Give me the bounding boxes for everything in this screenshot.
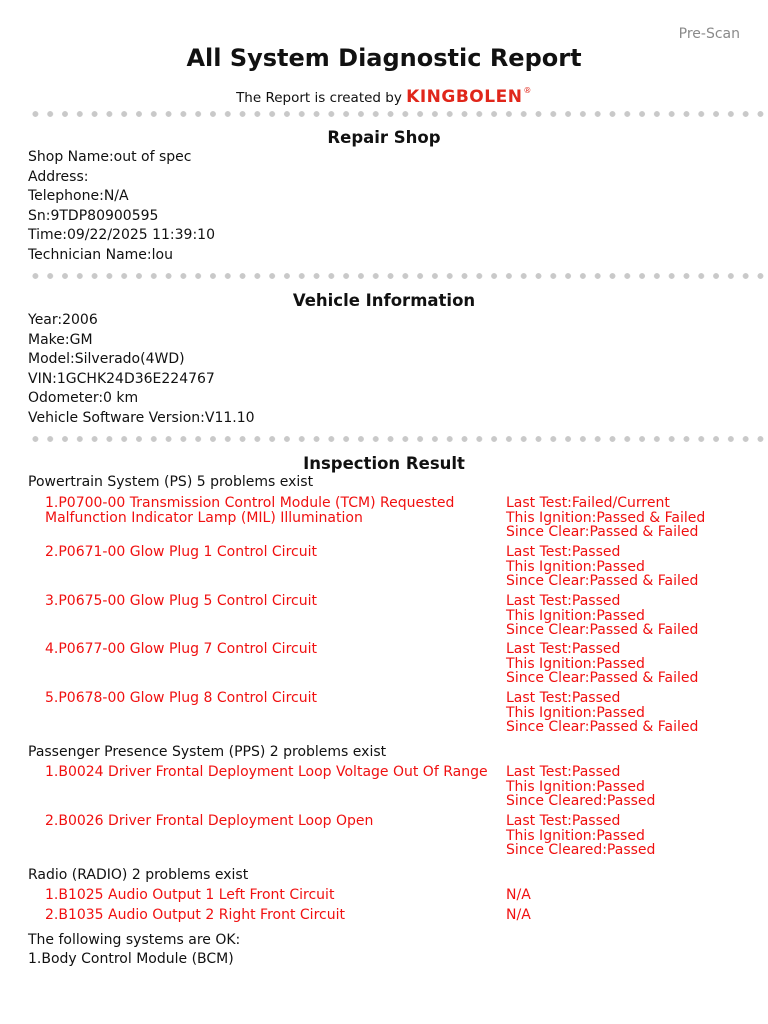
dtc-description: 2.B1035 Audio Output 2 Right Front Circuit <box>45 907 345 923</box>
report-time: Time:09/22/2025 11:39:10 <box>28 227 215 243</box>
shop-address: Address: <box>28 168 89 185</box>
registered-mark: ® <box>523 86 532 95</box>
shop-telephone: Telephone:N/A <box>28 188 129 204</box>
dtc-description: 1.B0024 Driver Frontal Deployment Loop Voltage Out Of Range <box>45 764 488 780</box>
system-group-title: Radio (RADIO) 2 problems exist <box>28 867 249 883</box>
device-serial: Sn:9TDP80900595 <box>28 207 159 224</box>
brand-name: KINGBOLEN <box>406 87 523 107</box>
dtc-status-line: Since Cleared:Passed <box>506 842 656 859</box>
dtc-status-line: This Ignition:Passed <box>506 607 645 624</box>
vehicle-info <box>28 311 255 428</box>
scan-type-label: Pre-Scan <box>678 26 740 42</box>
dtc-status-line: Last Test:Passed <box>506 764 621 780</box>
dtc-status <box>506 496 705 540</box>
created-by-prefix: The Report is created by <box>236 90 402 106</box>
inspection-result-title: Inspection Result <box>303 454 465 473</box>
dtc-description: 3.P0675-00 Glow Plug 5 Control Circuit <box>45 593 317 609</box>
vehicle-software-version: Vehicle Software Version:V11.10 <box>28 409 255 426</box>
system-group-title: Passenger Presence System (PPS) 2 problems exist <box>28 744 387 760</box>
vehicle-odometer: Odometer:0 km <box>28 390 139 406</box>
dtc-status-line: Last Test:Passed <box>506 690 621 706</box>
vehicle-year: Year:2006 <box>28 312 98 328</box>
dtc-description: 2.P0671-00 Glow Plug 1 Control Circuit <box>45 544 317 560</box>
dtc-status-line: Last Test:Passed <box>506 813 621 829</box>
dtc-status <box>506 814 655 858</box>
dtc-status-line: This Ignition:Passed <box>506 778 645 795</box>
divider-dots <box>28 272 768 280</box>
vehicle-model: Model:Silverado(4WD) <box>28 351 185 367</box>
dtc-status-line: This Ignition:Passed & Failed <box>506 509 706 526</box>
dtc-status-line: N/A <box>506 907 531 923</box>
kingbolen-logo <box>406 87 532 107</box>
repair-shop-info <box>28 148 215 265</box>
dtc-status-line: Last Test:Passed <box>506 593 621 609</box>
dtc-status-line: N/A <box>506 887 531 903</box>
dtc-status-line: Since Clear:Passed & Failed <box>506 670 699 687</box>
dtc-description: 5.P0678-00 Glow Plug 8 Control Circuit <box>45 690 317 706</box>
dtc-status-line: Since Clear:Passed & Failed <box>506 622 699 639</box>
dtc-status <box>506 545 698 589</box>
dtc-status-line: Since Clear:Passed & Failed <box>506 719 699 736</box>
dtc-status <box>506 691 698 735</box>
dtc-description: 2.B0026 Driver Frontal Deployment Loop Open <box>45 813 374 829</box>
dtc-status <box>506 908 531 923</box>
ok-system-item: 1.Body Control Module (BCM) <box>28 951 234 967</box>
vehicle-vin: VIN:1GCHK24D36E224767 <box>28 370 215 387</box>
technician-name: Technician Name:lou <box>28 246 173 263</box>
dtc-status-line: Since Clear:Passed & Failed <box>506 573 699 590</box>
repair-shop-title: Repair Shop <box>327 128 441 147</box>
dtc-status <box>506 642 698 686</box>
dtc-status-line: This Ignition:Passed <box>506 558 645 575</box>
dtc-description: 1.B1025 Audio Output 1 Left Front Circuit <box>45 887 335 903</box>
dtc-status-line: Last Test:Failed/Current <box>506 495 670 511</box>
shop-name: Shop Name:out of spec <box>28 149 192 165</box>
dtc-description: 4.P0677-00 Glow Plug 7 Control Circuit <box>45 641 317 657</box>
dtc-status-line: This Ignition:Passed <box>506 827 645 844</box>
system-group-title: Powertrain System (PS) 5 problems exist <box>28 474 314 490</box>
created-by-line <box>0 86 768 107</box>
dtc-status-line: Last Test:Passed <box>506 544 621 560</box>
dtc-status-line: Since Cleared:Passed <box>506 793 656 810</box>
divider-dots <box>28 435 768 443</box>
vehicle-make: Make:GM <box>28 331 93 348</box>
ok-systems-title: The following systems are OK: <box>28 932 241 948</box>
dtc-status <box>506 888 531 903</box>
dtc-status <box>506 765 655 809</box>
dtc-status-line: Last Test:Passed <box>506 641 621 657</box>
dtc-status-line: This Ignition:Passed <box>506 655 645 672</box>
report-title: All System Diagnostic Report <box>186 44 582 72</box>
dtc-description: 1.P0700-00 Transmission Control Module (TCM) Requested Malfunction Indicator Lamp (MIL) Illumination <box>45 495 455 526</box>
vehicle-info-title: Vehicle Information <box>292 291 476 310</box>
dtc-status-line: Since Clear:Passed & Failed <box>506 524 699 541</box>
dtc-status-line: This Ignition:Passed <box>506 704 645 721</box>
divider-dots <box>28 110 768 118</box>
dtc-status <box>506 594 698 638</box>
